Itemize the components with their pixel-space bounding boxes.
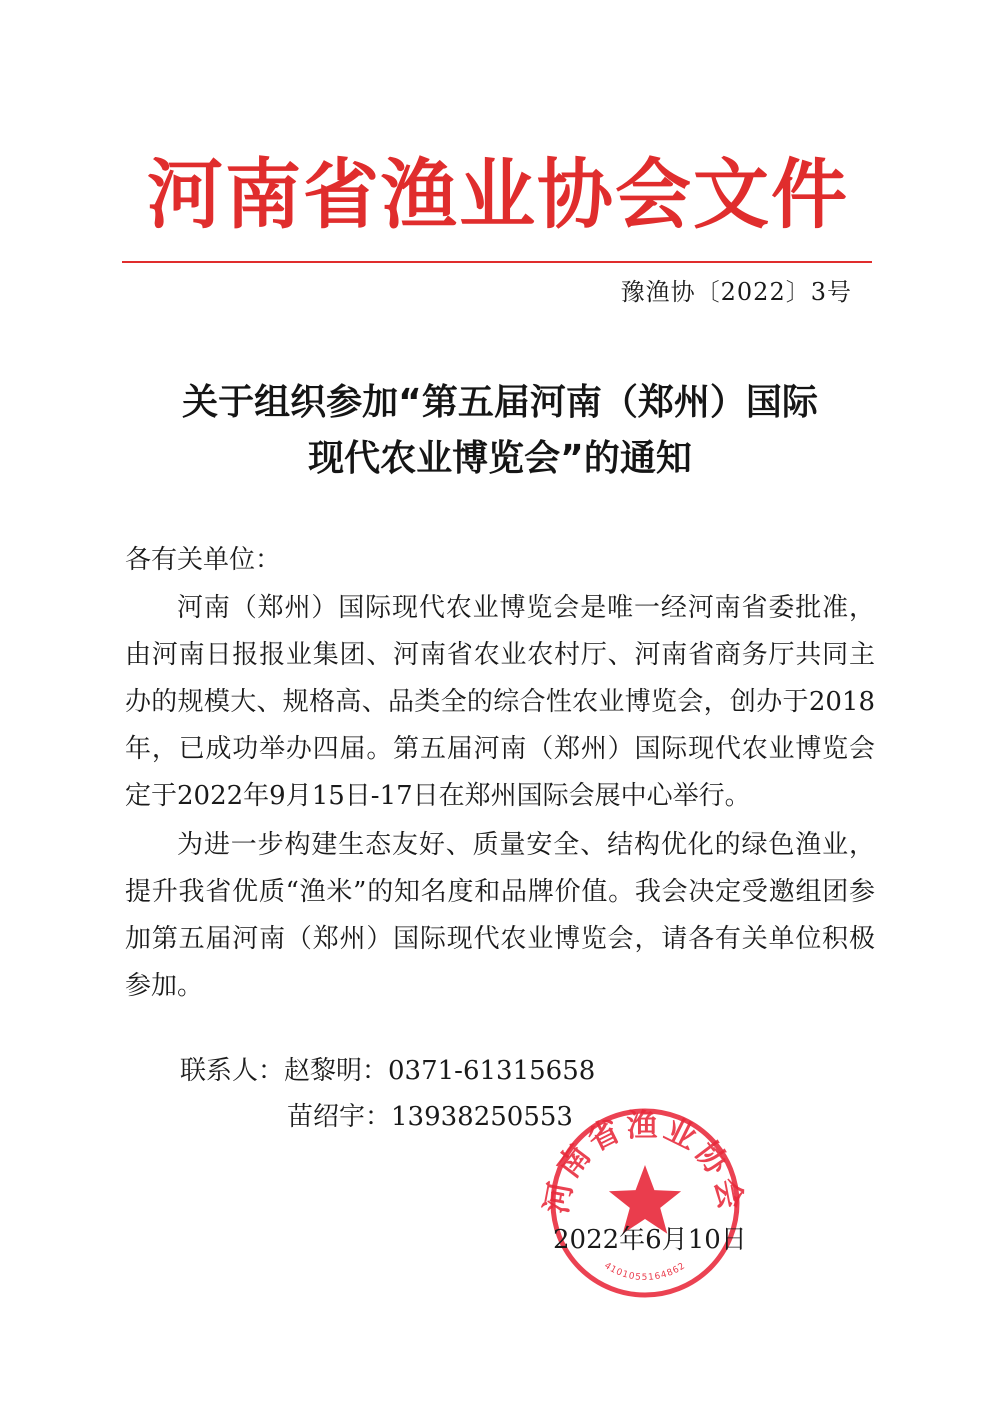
contact-row-2 bbox=[180, 1094, 595, 1140]
body-paragraph-1: 河南（郑州）国际现代农业博览会是唯一经河南省委批准，由河南日报报业集团、河南省农业农村厅、河南省商务厅共同主办的规模大、规格高、品类全的综合性农业博览会，创办于2018年，已成功举办四届。第五届河南（郑州）国际现代农业博览会定于2022年9月15日-17日在郑州国际会展中心举行。 bbox=[125, 593, 875, 811]
seal-org-text: 河南省渔业协会 bbox=[538, 1107, 750, 1217]
contact-label: 联系人： bbox=[180, 1056, 285, 1086]
body-paragraph-2: 为进一步构建生态友好、质量安全、结构优化的绿色渔业，提升我省优质“渔米”的知名度和品牌价值。我会决定受邀组团参加第五届河南（郑州）国际现代农业博览会，请各有关单位积极参加。 bbox=[125, 830, 875, 1001]
contact-person-1: 赵黎明：0371-61315658 bbox=[284, 1056, 596, 1086]
notice-body bbox=[125, 585, 875, 1012]
seal-number: 4101055164862 bbox=[602, 1260, 688, 1284]
issue-date: 2022年6月10日 bbox=[553, 1225, 747, 1255]
contact-person-2: 苗绍宇：13938250553 bbox=[287, 1102, 573, 1132]
official-seal bbox=[535, 1103, 755, 1303]
contact-block bbox=[180, 1048, 595, 1140]
salutation: 各有关单位： bbox=[125, 545, 282, 575]
contact-row-1 bbox=[180, 1048, 595, 1094]
document-number: 豫渔协〔2022〕3号 bbox=[620, 278, 852, 306]
notice-title bbox=[120, 375, 880, 487]
notice-title-line-1: 关于组织参加“第五届河南（郑州）国际 bbox=[182, 382, 818, 423]
org-header-title: 河南省渔业协会文件 bbox=[147, 150, 849, 239]
header-divider bbox=[122, 261, 872, 263]
notice-title-line-2: 现代农业博览会”的通知 bbox=[308, 438, 692, 479]
